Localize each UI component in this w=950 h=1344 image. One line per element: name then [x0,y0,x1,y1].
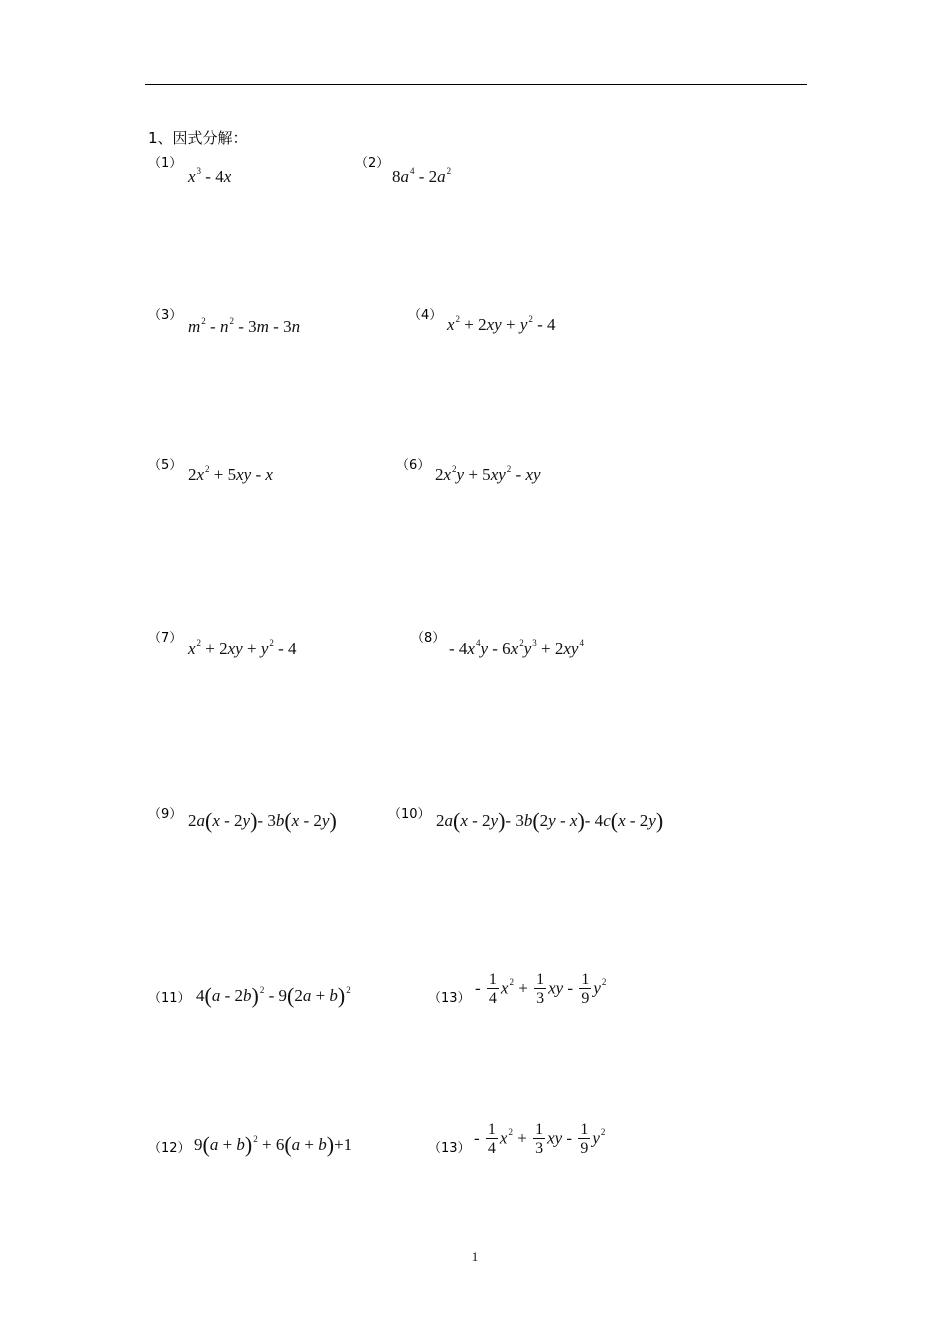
problem-6-expression: $2x^2y + 5xy^2$ - xy [435,464,541,484]
problem-11-expression: $4(a - 2b)^2 - 9(2a + b)^2$ [196,983,351,1008]
problem-9-label: （9） [148,807,183,822]
problem-12-expression: $9(a + b)^2 + 6(a + b)+1$ [194,1132,353,1157]
problem-5-expression: $2x^2 + 5xy - x$ [188,464,273,484]
problem-7-label: （7） [148,631,183,646]
problem-13a-expression: - $\frac{1}{4}$ $x^2$ + $\frac{1}{3}$ xy - $\frac{1}{9}$ $y^2$ [475,971,607,1007]
problem-2-expression: $8a^4 - 2a^2$ [392,166,452,186]
problem-5-label: （5） [148,458,183,473]
problem-2-label: （2） [355,156,390,171]
problem-10-label: （10） [388,807,431,822]
problem-4-expression: $x^2 + 2xy + y^2 - 4$ [447,314,556,334]
problem-8-expression: - $4x^4y - 6x^2y^3 + 2xy^4$ [449,638,584,658]
problem-1-label: （1） [148,156,183,171]
problem-11-label: （11） [148,991,191,1006]
page-number: 1 [471,1249,479,1264]
problem-9-expression: 2a(x - 2y)- 3b(x - 2y) [188,808,337,833]
problem-8-label: （8） [411,631,446,646]
problem-13a-label: （13） [428,991,471,1006]
problem-3-expression: $m^2 - n^2 - 3m - 3n$ [188,316,301,336]
problem-4-label: （4） [408,308,443,323]
section-heading: 1、因式分解： [148,129,248,147]
problem-7-expression: $x^2 + 2xy + y^2 - 4$ [188,638,297,658]
problem-10-expression: 2a(x - 2y)- 3b(2y - x)- 4c(x - 2y) [436,808,664,833]
problem-13b-expression: - $\frac{1}{4}$ $x^2$ + $\frac{1}{3}$ xy - $\frac{1}{9}$ $y^2$ [474,1121,606,1157]
problem-6-label: （6） [396,458,431,473]
problem-12-label: （12） [148,1141,191,1156]
problem-1-expression: $x^3 - 4x$ [188,166,232,186]
problem-13b-label: （13） [428,1141,471,1156]
header-rule [145,84,807,85]
problem-3-label: （3） [148,308,183,323]
